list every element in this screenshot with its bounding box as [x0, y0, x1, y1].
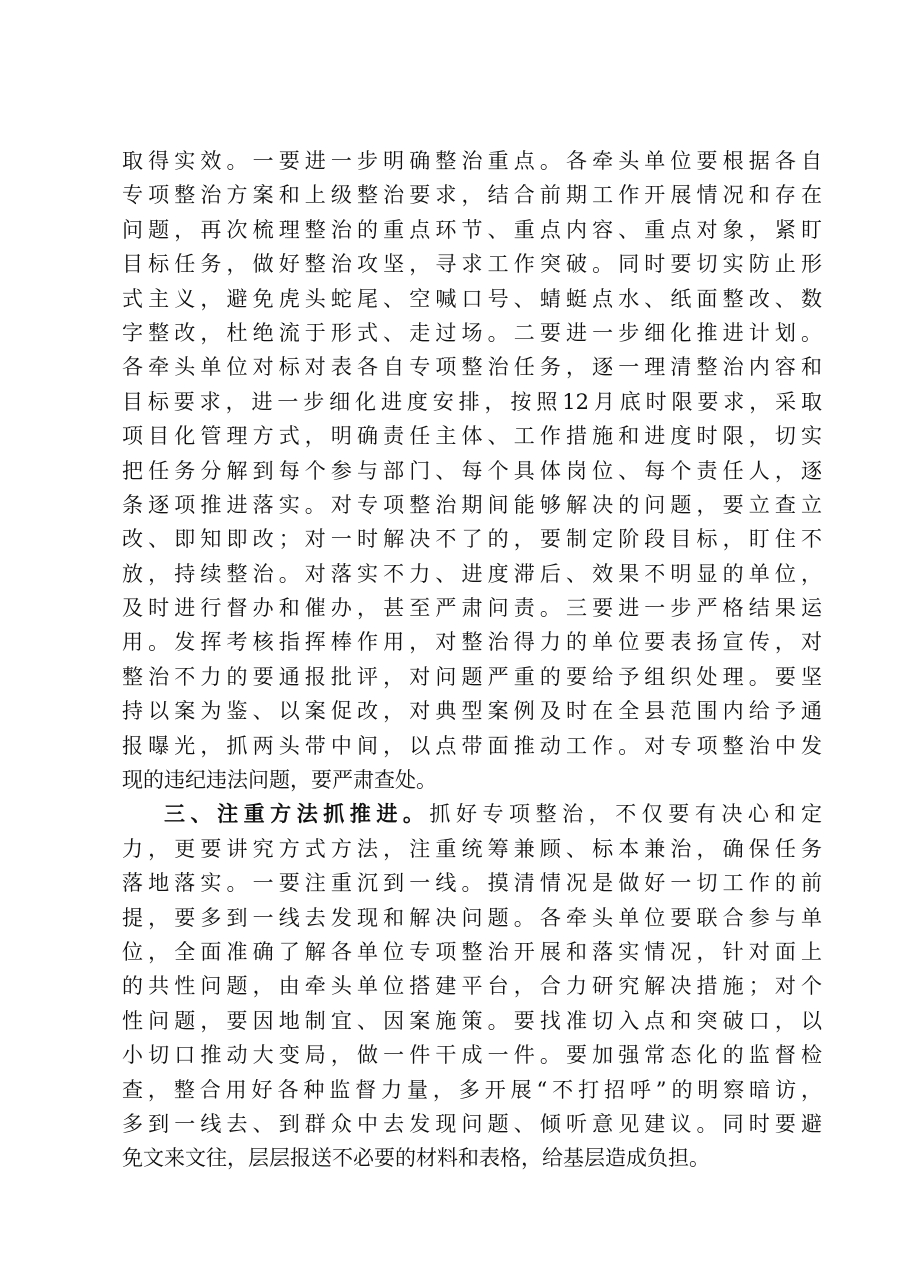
text-line-9: 项目化管理方式，明确责任主体、工作措施和进度时限，切实	[122, 424, 822, 449]
text-line-13: 放，持续整治。对落实不力、进度滞后、效果不明显的单位，	[122, 561, 822, 586]
text-line-4: 目标任务，做好整治攻坚，寻求工作突破。同时要切实防止形	[122, 252, 822, 277]
text-line-10: 把任务分解到每个参与部门、每个具体岗位、每个责任人，逐	[122, 458, 822, 483]
text-line-1: 取得实效。一要进一步明确整治重点。各牵头单位要根据各自	[122, 149, 822, 173]
text-line-3: 问题，再次梳理整治的重点环节、重点内容、重点对象，紧盯	[122, 217, 822, 242]
text-line-8: 目标要求，进一步细化进度安排，按照12月底时限要求，采取	[122, 389, 822, 414]
section-line-1: 力，更要讲究方式方法，注重统筹兼顾、标本兼治，确保任务	[122, 836, 822, 861]
section-line-8: 查，整合用好各种监督力量，多开展“不打招呼”的明察暗访，	[122, 1077, 822, 1102]
section-line-5: 的共性问题，由牵头单位搭建平台，合力研究解决措施；对个	[122, 974, 822, 999]
text-line-17: 持以案为鉴、以案促改，对典型案例及时在全县范围内给予通	[122, 699, 822, 724]
text-line-6: 字整改，杜绝流于形式、走过场。二要进一步细化推进计划。	[122, 320, 822, 345]
text-line-19: 现的违纪违法问题，要严肃查处。	[122, 768, 437, 793]
section-first-line-text: 抓好专项整治，不仅要有决心和定	[429, 802, 823, 827]
text-line-15: 用。发挥考核指挥棒作用，对整治得力的单位要表扬宣传，对	[122, 630, 822, 655]
body-text	[122, 144, 822, 1176]
text-line-14: 及时进行督办和催办，甚至严肃问责。三要进一步严格结果运	[122, 596, 822, 621]
section-heading: 三、注重方法抓推进。	[164, 801, 430, 827]
section-line-6: 性问题，要因地制宜、因案施策。要找准切入点和突破口，以	[122, 1008, 822, 1033]
section-line-10: 免文来文往，层层报送不必要的材料和表格，给基层造成负担。	[122, 1146, 710, 1171]
section-line-9: 多到一线去、到群众中去发现问题、倾听意见建议。同时要避	[122, 1111, 822, 1136]
text-line-12: 改、即知即改；对一时解决不了的，要制定阶段目标，盯住不	[122, 527, 822, 552]
section-line-4: 位，全面准确了解各单位专项整治开展和落实情况，针对面上	[122, 939, 822, 964]
text-line-11: 条逐项推进落实。对专项整治期间能够解决的问题，要立查立	[122, 492, 822, 517]
section-line-3: 提，要多到一线去发现和解决问题。各牵头单位要联合参与单	[122, 905, 822, 930]
text-line-16: 整治不力的要通报批评，对问题严重的要给予组织处理。要坚	[122, 664, 822, 689]
section-line-7: 小切口推动大变局，做一件干成一件。要加强常态化的监督检	[122, 1043, 822, 1068]
text-line-7: 各牵头单位对标对表各自专项整治任务，逐一理清整治内容和	[122, 355, 822, 380]
section-line-2: 落地落实。一要注重沉到一线。摸清情况是做好一切工作的前	[122, 871, 822, 896]
text-line-18: 报曝光，抓两头带中间，以点带面推动工作。对专项整治中发	[122, 733, 822, 758]
text-line-2: 专项整治方案和上级整治要求，结合前期工作开展情况和存在	[122, 183, 822, 208]
text-line-5: 式主义，避免虎头蛇尾、空喊口号、蜻蜓点水、纸面整改、数	[122, 286, 822, 311]
section-heading-line	[122, 797, 822, 831]
